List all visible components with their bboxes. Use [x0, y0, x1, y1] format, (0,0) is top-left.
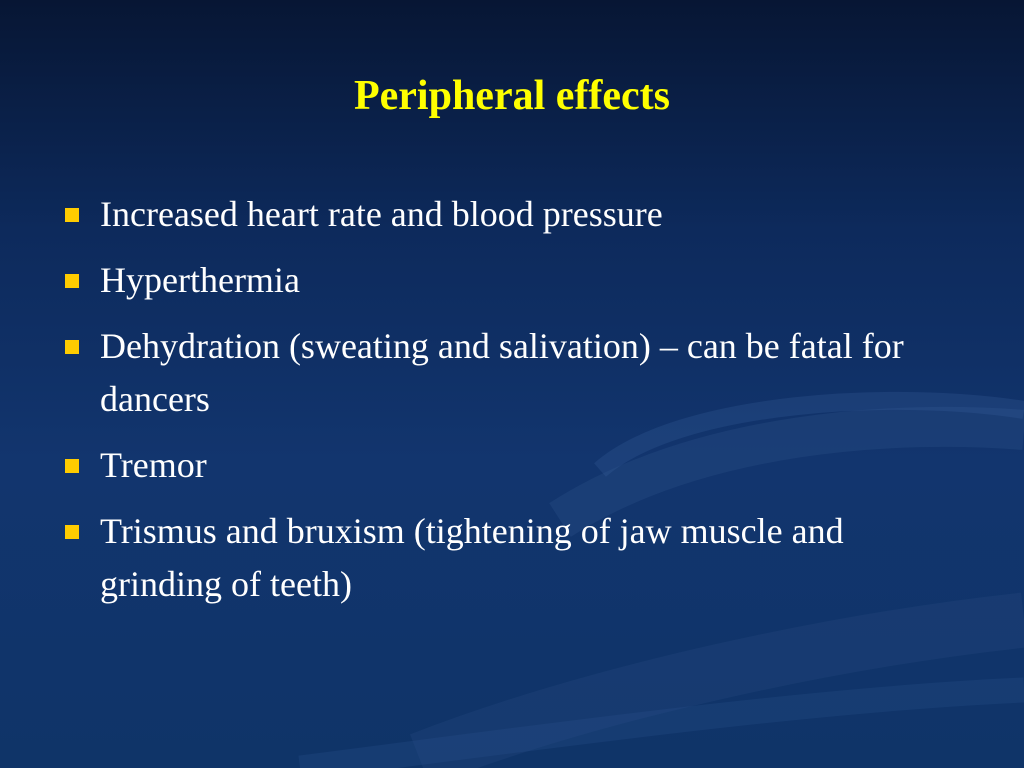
bullet-text: Dehydration (sweating and salivation) – can be fatal for dancers — [100, 326, 904, 419]
list-item — [62, 505, 962, 611]
bullet-text: Hyperthermia — [100, 260, 300, 300]
list-item — [62, 439, 962, 492]
bullet-text: Increased heart rate and blood pressure — [100, 194, 663, 234]
bullet-text: Tremor — [100, 445, 207, 485]
square-bullet-icon — [65, 525, 79, 539]
list-item — [62, 188, 962, 241]
bullet-text: Trismus and bruxism (tightening of jaw muscle and grinding of teeth) — [100, 511, 844, 604]
square-bullet-icon — [65, 274, 79, 288]
square-bullet-icon — [65, 340, 79, 354]
list-item — [62, 254, 962, 307]
slide-title: Peripheral effects — [353, 73, 670, 119]
square-bullet-icon — [65, 208, 79, 222]
list-item — [62, 320, 962, 426]
bullet-list — [62, 188, 962, 624]
square-bullet-icon — [65, 459, 79, 473]
